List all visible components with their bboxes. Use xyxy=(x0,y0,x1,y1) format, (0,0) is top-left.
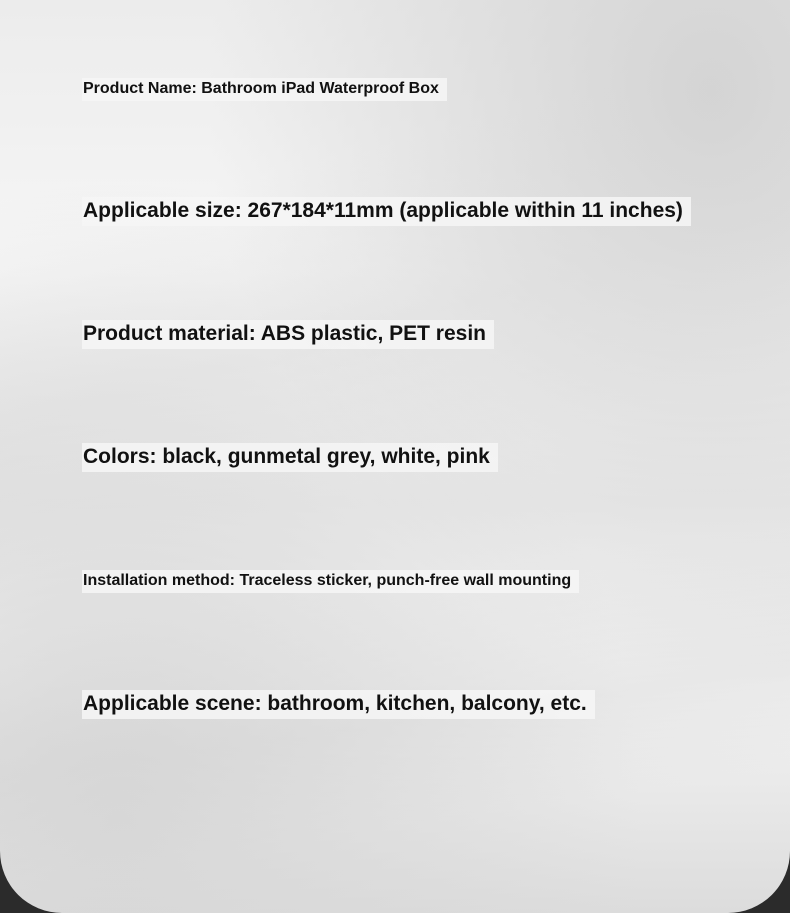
installation-method-text: Installation method: Traceless sticker, punch-free wall mounting xyxy=(82,570,579,593)
product-name-line xyxy=(82,79,447,98)
applicable-size-line xyxy=(82,198,691,223)
colors-text: Colors: black, gunmetal grey, white, pink xyxy=(82,443,498,472)
product-name-text: Product Name: Bathroom iPad Waterproof Box xyxy=(82,78,447,101)
product-material-line xyxy=(82,321,494,346)
colors-line xyxy=(82,444,498,469)
installation-method-line xyxy=(82,571,579,590)
applicable-scene-text: Applicable scene: bathroom, kitchen, balcony, etc. xyxy=(82,690,595,719)
applicable-size-text: Applicable size: 267*184*11mm (applicable within 11 inches) xyxy=(82,197,691,226)
applicable-scene-line xyxy=(82,691,595,716)
product-material-text: Product material: ABS plastic, PET resin xyxy=(82,320,494,349)
